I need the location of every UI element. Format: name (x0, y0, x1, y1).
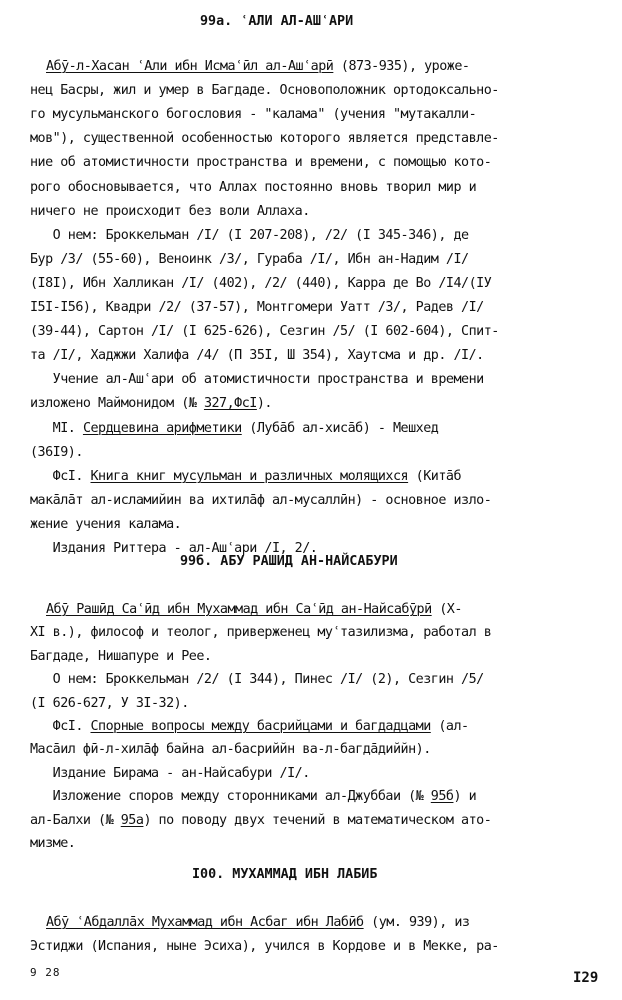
text-line (30, 371, 622, 389)
text-line (30, 347, 622, 365)
underlined-text: 95а (120, 813, 144, 828)
text-line (30, 938, 622, 956)
underlined-text: Спорные вопросы между басрийцами и багдадцами (90, 719, 431, 734)
footer-signature-mark: 9 28 (30, 966, 61, 979)
page-number: I29 (573, 970, 599, 986)
line-text: изложено Маймонидом (№ (30, 396, 204, 411)
text-line (30, 695, 622, 713)
text-line (30, 420, 622, 438)
line-text: XI в.), философ и теолог, приверженец муʿтазилизма, работал в (30, 625, 492, 640)
line-text: макāлāт ал-исламийин ва ихтилāф ал-мусаллӣн) - основное изло- (30, 493, 492, 508)
text-line (30, 516, 622, 534)
line-text: О нем: Броккельман /I/ (I 207-208), /2/ (I 345-346), де (30, 228, 469, 243)
line-text: Издания Риттера - ал-Ашʿари /I, 2/. (30, 541, 318, 556)
line-text: Масāил фӣ-л-хилāф байна ал-басриййн ва-л-багдāдиййн). (30, 742, 431, 757)
text-line (30, 835, 622, 853)
text-line (30, 624, 622, 642)
text-line (30, 227, 622, 245)
line-text: ал-Балхи (№ (30, 813, 121, 828)
text-line (30, 492, 622, 510)
line-text: (I 626-627, У 3I-32). (30, 696, 189, 711)
text-line (30, 130, 622, 148)
text-line (30, 251, 622, 269)
line-text: О нем: Броккельман /2/ (I 344), Пинес /I/ (2), Сезгин /5/ (30, 672, 484, 687)
line-text: Бур /3/ (55-60), Веноинк /3/, Гураба /I/, Ибн ан-Надим /I/ (30, 252, 469, 267)
section-title-s99b: 99б. АБУ РАШИД АН-НАЙСАБУРИ (180, 554, 398, 569)
text-line (30, 468, 622, 486)
text-line (30, 299, 622, 317)
line-text: I5I-I56), Квадри /2/ (37-57), Монтгомери Уатт /3/, Радев /I/ (30, 300, 484, 315)
text-line (30, 648, 622, 666)
underlined-text: 95б (430, 789, 454, 804)
line-text: ние об атомистичности пространства и времени, с помощью кото- (30, 155, 492, 170)
text-line (30, 82, 622, 100)
line-text: жение учения калама. (30, 517, 182, 532)
line-text: (39-44), Сартон /I/ (I 625-626), Сезгин /5/ (I 602-604), Спит- (30, 324, 499, 339)
text-line (30, 812, 622, 830)
line-text: (36I9). (30, 445, 83, 460)
text-line (30, 395, 622, 413)
line-text: (X- (431, 602, 462, 617)
underlined-text: Сердцевина арифметики (82, 421, 242, 436)
line-text: та /I/, Хаджжи Халифа /4/ (П 35I, Ш 354), Хаутсма и др. /I/. (30, 348, 484, 363)
underlined-text: Абӯ-л-Хасан ʿАли ибн Исмаʿӣл ал-Ашʿарӣ (46, 59, 334, 74)
text-line (30, 765, 622, 783)
underlined-text: 327,ФсI (203, 396, 257, 411)
text-line (30, 788, 622, 806)
line-text: Издание Бирама - ан-Найсабури /I/. (30, 766, 310, 781)
line-text: ФсI. (30, 719, 91, 734)
line-text: мов"), существенной особенностью которого является представле- (30, 131, 499, 146)
underlined-text: Книга книг мусульман и различных молящихся (90, 469, 409, 484)
section-title-s99a: 99а. ʿАЛИ АЛ-АШʿАРИ (200, 14, 354, 29)
text-line (30, 154, 622, 172)
text-line (30, 179, 622, 197)
section-title-s100: I00. МУХАММАД ИБН ЛАБИБ (192, 867, 378, 882)
text-line (30, 741, 622, 759)
line-text: ). (256, 396, 272, 411)
text-line (30, 106, 622, 124)
line-text: Учение ал-Ашʿари об атомистичности пространства и времени (30, 372, 484, 387)
line-text: мизме. (30, 836, 76, 851)
text-line (30, 275, 622, 293)
line-text: Эстиджи (Испания, ныне Эсиха), учился в Кордове и в Мекке, ра- (30, 939, 499, 954)
line-text: (Лубāб ал-хисāб) - Мешхед (241, 421, 439, 436)
text-line (30, 444, 622, 462)
line-text: Изложение споров между сторонниками ал-Джуббаи (№ (30, 789, 431, 804)
line-text: ) и (453, 789, 477, 804)
line-text: (ум. 939), из (363, 915, 470, 930)
text-line (30, 718, 622, 736)
line-text: МI. (30, 421, 83, 436)
line-text: (ал- (430, 719, 469, 734)
line-text: (873-935), уроже- (333, 59, 470, 74)
line-text: (I8I), Ибн Халликан /I/ (402), /2/ (440), Карра де Во /I4/(IУ (30, 276, 492, 291)
text-line (46, 914, 622, 932)
line-text: рого обосновывается, что Аллах постоянно вновь творил мир и (30, 180, 477, 195)
text-line (46, 58, 622, 76)
text-line (30, 203, 622, 221)
line-text: (Китāб (408, 469, 462, 484)
line-text: ФсI. (30, 469, 91, 484)
text-line (30, 323, 622, 341)
underlined-text: Абӯ ʿАбдаллāх Мухаммад ибн Асбаг ибн Лабӣб (46, 915, 364, 930)
line-text: нец Басры, жил и умер в Багдаде. Основоположник ортодоксально- (30, 83, 499, 98)
line-text: ничего не происходит без воли Аллаха. (30, 204, 310, 219)
text-line (30, 671, 622, 689)
line-text: Багдаде, Нишапуре и Рее. (30, 649, 212, 664)
line-text: го мусульманского богословия - "калама" (учения "мутакалли- (30, 107, 477, 122)
line-text: ) по поводу двух течений в математическом ато- (143, 813, 492, 828)
text-line (46, 601, 622, 619)
underlined-text: Абӯ Рашӣд Саʿӣд ибн Мухаммад ибн Саʿӣд ан-Найсабӯрӣ (46, 602, 432, 617)
